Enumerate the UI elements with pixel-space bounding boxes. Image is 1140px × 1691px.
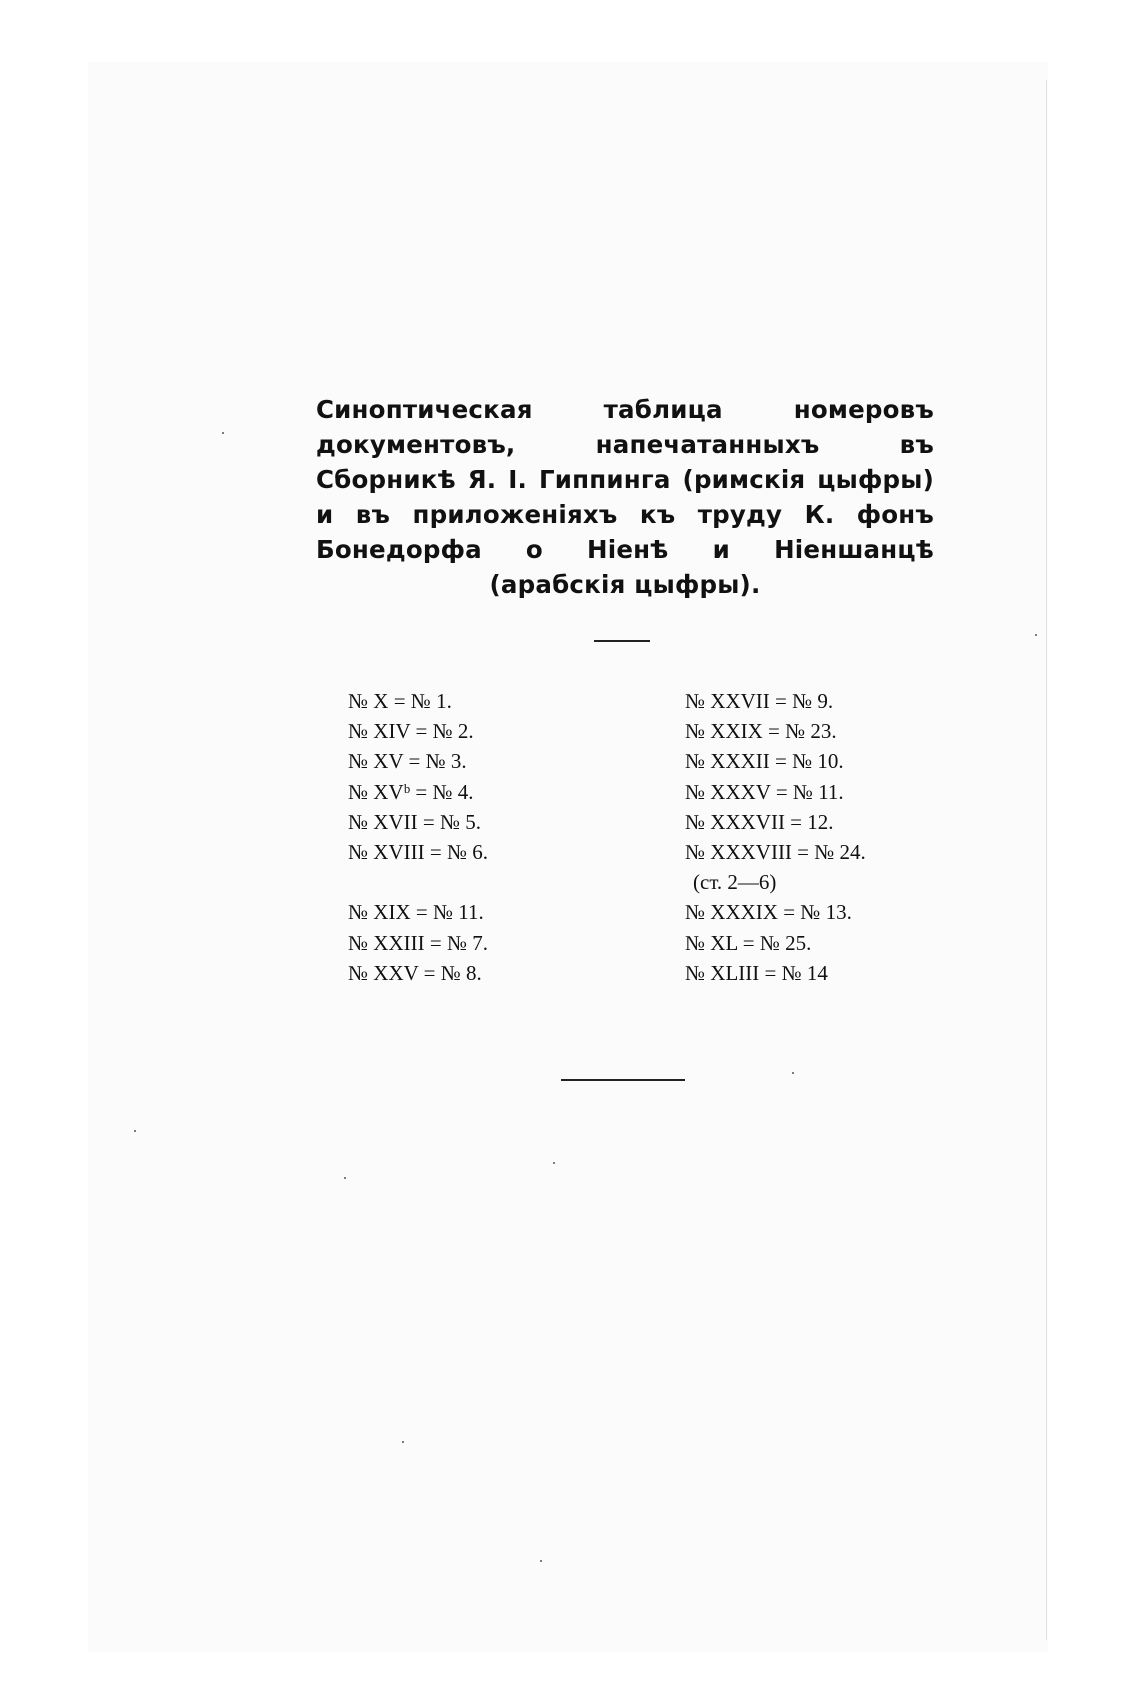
scan-speck [792,1072,794,1074]
scan-speck [540,1560,542,1562]
list-item: № X = № 1. [348,689,452,713]
scan-speck [344,1177,346,1179]
scan-speck [1035,634,1037,636]
list-item: № XVᵇ = № 4. [348,779,474,804]
list-item: № XXXIX = № 13. [685,900,852,925]
left-column [348,686,648,988]
list-item: № XIX = № 11. [348,900,484,925]
list-item: № XL = № 25. [685,930,812,955]
list-item: № XXVII = № 9. [685,689,834,713]
page-edge-line [1046,80,1047,1640]
list-item: № XIV = № 2. [348,719,474,744]
right-column [685,686,985,988]
list-item: № XVIII = № 6. [348,840,488,865]
list-gap [348,867,648,897]
list-item: № XVII = № 5. [348,809,481,834]
list-item: № XLIII = № 14 [685,960,828,985]
list-item: № XXV = № 8. [348,960,482,985]
end-divider [561,1079,685,1081]
list-item: № XXXV = № 11. [685,779,844,804]
list-item: № XXIII = № 7. [348,930,488,955]
scan-speck [402,1441,404,1443]
list-item: № XXIX = № 23. [685,719,837,744]
page-reference-note: (ст. 2—6) [693,870,777,895]
list-item: № XXXVII = 12. [685,809,834,834]
list-item: № XV = № 3. [348,749,467,774]
list-item: № XXXII = № 10. [685,749,844,774]
scan-speck [553,1162,555,1164]
scan-speck [134,1130,136,1132]
table-heading: Синоптическая таблица номеровъ документовъ, напечатанныхъ въ Сборникѣ Я. I. Гиппинга (римскiя цыфры) и въ приложенiяхъ къ труду К. фонъ Бонедорфа о Ніенѣ и Ніеншанцѣ (арабскiя цыфры). [316,395,934,599]
scan-speck [222,432,224,434]
short-divider [594,640,650,642]
list-item: № XXXVIII = № 24. [685,840,866,865]
